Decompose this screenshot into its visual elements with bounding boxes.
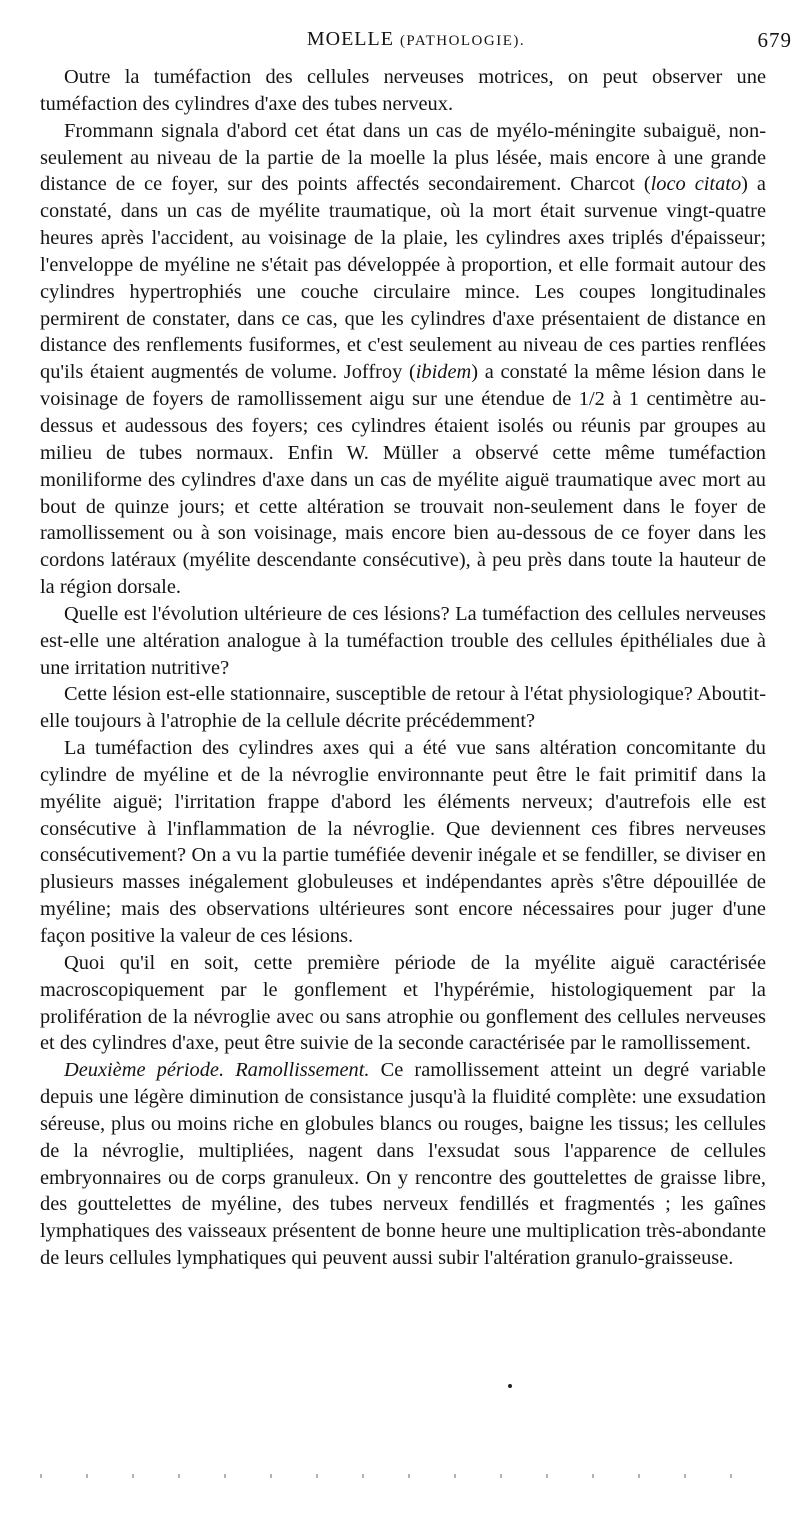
text-segment: ) a constaté la même lésion dans le voisinage de foyers de ramollissement aigu sur une étendue de 1/2 à 1 centimètre au-dessus et audessous des foyers; ces cylindres étaient isolés ou réunis par groupes au milieu de tubes normaux. Enfin W. Müller a observé cette même tuméfaction moniliforme des cylindres d'axe dans un cas de myélite aiguë traumatique avec mort au bout de quinze jours; et cette altération se trouvait non-seulement dans le foyer de ramollissement ou à son voisinage, mais encore bien au-dessous de ce foyer dans les cordons latéraux (myélite descendante consécutive), à peu près dans toute la hauteur de la région dorsale. bbox=[40, 361, 766, 599]
text-segment: Outre la tuméfaction des cellules nerveuses motrices, on peut observer une tuméfaction des cylindres d'axe des tubes nerveux. bbox=[40, 66, 766, 115]
header-subtitle: (PATHOLOGIE). bbox=[399, 33, 526, 49]
text-segment: Quoi qu'il en soit, cette première période de la myélite aiguë caractérisée macroscopiquement par le gonflement et l'hypérémie, histologiquement par la prolifération de la névroglie avec ou sans atrophie ou gonflement des cellules nerveuses et des cylindres d'axe, peut être suivie de la seconde caractérisée par le ramollissement. bbox=[40, 951, 766, 1055]
ink-dot bbox=[508, 1384, 512, 1388]
header-title: MOELLE bbox=[306, 28, 394, 50]
italic-text: ibidem bbox=[415, 361, 472, 384]
paragraph bbox=[40, 681, 766, 735]
text-segment: Frommann signala d'abord cet état dans un cas de myélo-méningite subaiguë, non-seulement au niveau de la partie de la moelle la plus lésée, mais encore à une grande distance de ce foyer, sur des points affectés secondairement. Charcot ( bbox=[40, 119, 766, 196]
running-header bbox=[40, 28, 792, 54]
italic-text: loco citato bbox=[650, 173, 742, 196]
text-segment: Cette lésion est-elle stationnaire, susceptible de retour à l'état physiologique? Aboutit-elle toujours à l'atrophie de la cellule décrite précédemment? bbox=[40, 683, 766, 733]
bottom-print-marks bbox=[40, 1474, 760, 1478]
italic-text: Deuxième période. Ramollissement. bbox=[64, 1059, 370, 1082]
paragraph bbox=[40, 118, 766, 601]
paragraph bbox=[40, 1057, 766, 1272]
text-segment: ) a constaté, dans un cas de myélite traumatique, où la mort était survenue vingt-quatre heures après l'accident, au voisinage de la plaie, les cylindres axes triplés d'épaisseur; l'enveloppe de myéline ne s'était pas développée à proportion, et elle formait autour des cylindres hypertrophiés une couche circulaire mince. Les coupes longitudinales permirent de constater, dans ce cas, que les cylindres d'axe présentaient de distance en distance des renflements fusiformes, et c'est seulement au niveau de ces parties renflées qu'ils étaient augmentés de volume. Joffroy ( bbox=[40, 173, 766, 384]
paragraph bbox=[40, 950, 766, 1057]
text-segment: Quelle est l'évolution ultérieure de ces lésions? La tuméfaction des cellules nerveuses est-elle une altération analogue à la tuméfaction trouble des cellules épithéliales due à une irritation nutritive? bbox=[40, 602, 766, 679]
text-segment: Ce ramollissement atteint un degré variable depuis une légère diminution de consistance jusqu'à la fluidité complète: une exsudation séreuse, plus ou moins riche en globules blancs ou rouges, baigne les tissus; les cellules de la névroglie, multipliées, nagent dans l'exsudat sous l'apparence de cellules embryonnaires ou de corps granuleux. On y rencontre des gouttelettes de graisse libre, des gouttelettes de myéline, des tubes nerveux fendillés et fragmentés ; les gaînes lymphatiques des vaisseaux présentent de bonne heure une multiplication très-abondante de leurs cellules lymphatiques qui peuvent aussi subir l'altération granulo-graisseuse. bbox=[40, 1059, 766, 1270]
paragraph bbox=[40, 64, 766, 118]
text-segment: La tuméfaction des cylindres axes qui a été vue sans altération concomitante du cylindre de myéline et de la névroglie environnante peut être le fait primitif dans la myélite aiguë; l'irritation frappe d'abord les éléments nerveux; d'autrefois elle est consécutive à l'inflammation de la névroglie. Que deviennent ces fibres nerveuses consécutivement? On a vu la partie tuméfiée devenir inégale et se fendiller, se diviser en plusieurs masses inégalement globuleuses et indépendantes après s'être dépouillée de myéline; mais des observations ultérieures sont encore nécessaires pour juger d'une façon positive la valeur de ces lésions. bbox=[40, 737, 766, 947]
page-number: 679 bbox=[757, 28, 792, 52]
body-text bbox=[40, 64, 766, 1272]
paragraph bbox=[40, 601, 766, 682]
paragraph bbox=[40, 735, 766, 950]
running-title bbox=[40, 28, 792, 51]
